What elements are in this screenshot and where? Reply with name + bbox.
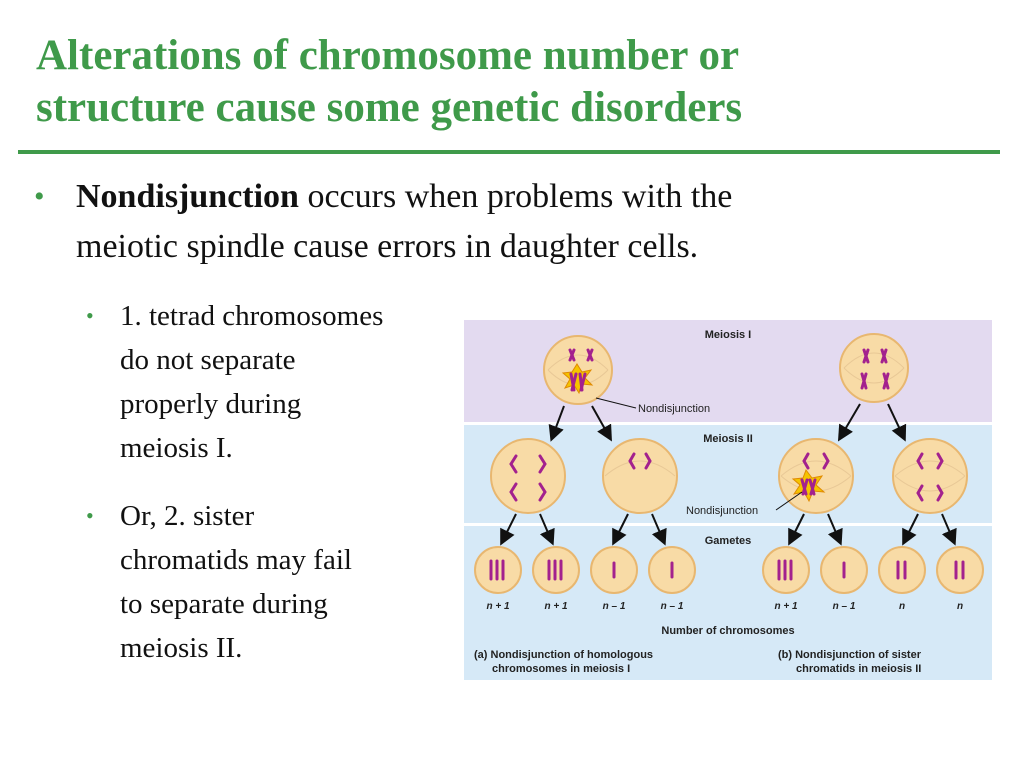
sub-bullet-2-line: to separate during [120,588,328,620]
main-bullet-line-2: meiotic spindle cause errors in daughter cells. [76,228,699,265]
gamete-cell-8 [937,547,983,593]
main-bullet-text [76,172,936,272]
cell-a1-meiosis-2 [491,439,565,513]
title-divider [18,150,1000,154]
sub-bullet-1-line: properly during [120,388,302,420]
sub-bullet-2-line: chromatids may fail [120,544,352,576]
sub-bullet-2-text [120,494,460,670]
sub-bullet-1-icon: • [86,303,94,328]
gamete-label-5: n + 1 [774,601,798,612]
meiosis-2-label: Meiosis II [703,433,753,445]
number-of-chromosomes-label: Number of chromosomes [661,625,795,637]
gamete-cell-7 [879,547,925,593]
slide-title [36,30,996,134]
gamete-cell-4 [649,547,695,593]
sub-bullet-2-line: Or, 2. sister [120,500,255,532]
meiosis-1-label: Meiosis I [704,329,752,341]
gamete-label-1: n + 1 [486,601,510,612]
sub-bullet-1-line: meiosis I. [120,432,233,464]
gamete-label-7: n [898,601,906,612]
bullet-icon: • [34,180,45,213]
caption-a-line-2: chromosomes in meiosis I [492,663,631,675]
cell-a-meiosis-1 [544,336,612,404]
cell-a2-meiosis-2 [603,439,677,513]
gamete-cell-3 [591,547,637,593]
caption-b-line-2: chromatids in meiosis II [796,663,922,675]
cell-b2-meiosis-2 [893,439,967,513]
caption-a-line-1: (a) Nondisjunction of homologous [474,649,654,661]
gamete-cell-5 [763,547,809,593]
gamete-cell-1 [475,547,521,593]
main-bullet-line-1: occurs when problems with the [298,178,733,215]
slide-title-line-1: Alterations of chromosome number or [36,32,740,79]
sub-bullet-2-line: meiosis II. [120,632,243,664]
sub-bullet-1-text [120,294,460,470]
gamete-label-8: n [956,601,964,612]
gamete-label-2: n + 1 [544,601,568,612]
gametes-label: Gametes [704,535,752,547]
gamete-label-6: n – 1 [832,601,856,612]
cell-b1-meiosis-2 [779,439,853,513]
nondisjunction-label-meiosis-2: Nondisjunction [686,505,759,517]
cell-b-meiosis-1 [840,334,908,402]
gamete-cell-2 [533,547,579,593]
nondisjunction-figure [464,320,992,680]
sub-bullet-2-icon: • [86,503,94,528]
sub-bullet-1-line: do not separate [120,344,296,376]
slide-title-line-2: structure cause some genetic disorders [36,84,743,131]
sub-bullet-1-line: 1. tetrad chromosomes [120,300,384,332]
term-nondisjunction: Nondisjunction [76,178,299,215]
nondisjunction-label-meiosis-1: Nondisjunction [638,403,711,415]
gamete-cell-6 [821,547,867,593]
gamete-label-3: n – 1 [602,601,626,612]
caption-b-line-1: (b) Nondisjunction of sister [778,649,921,661]
gamete-label-4: n – 1 [660,601,684,612]
